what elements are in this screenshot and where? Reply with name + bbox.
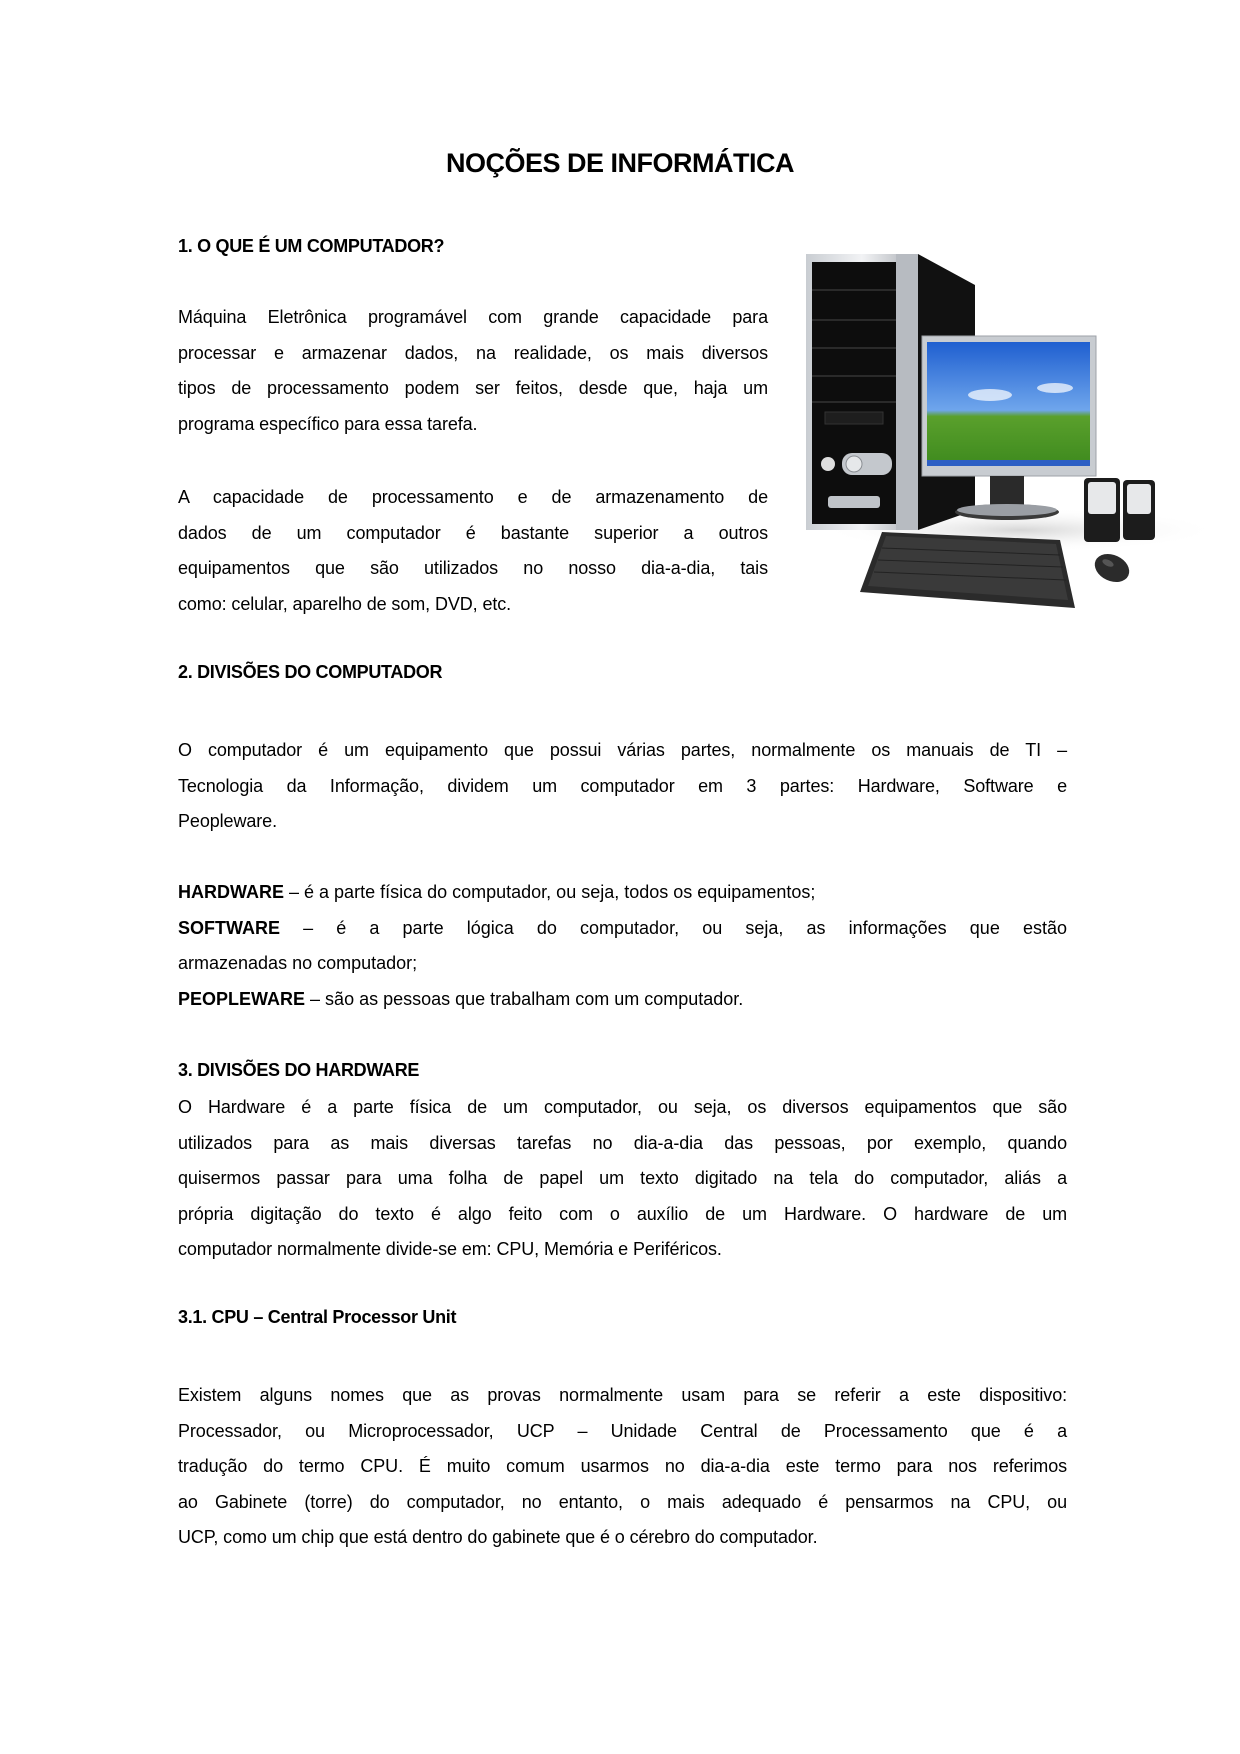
section-3-1-heading: 3.1. CPU – Central Processor Unit (178, 1307, 457, 1327)
text-line: dados de um computador é bastante superior a outros (178, 522, 768, 543)
text-line: processar e armazenar dados, na realidade, os mais diversos (178, 342, 768, 363)
section-2-paragraph (178, 733, 1067, 840)
computer-illustration (790, 240, 1210, 620)
text-line: programa específico para essa tarefa. (178, 413, 478, 434)
text-line: Existem alguns nomes que as provas normalmente usam para se referir a este dispositivo: (178, 1385, 1067, 1405)
text-line: computador normalmente divide-se em: CPU, Memória e Periféricos. (178, 1239, 722, 1259)
definition-term: PEOPLEWARE (178, 988, 306, 1009)
text-line: Peopleware. (178, 811, 277, 831)
text-line: equipamentos que são utilizados no nosso dia-a-dia, tais (178, 558, 768, 578)
definition-software-cont: armazenadas no computador; (178, 953, 418, 973)
definition-software (178, 911, 1067, 947)
definition-text: – são as pessoas que trabalham com um computador. (310, 988, 744, 1009)
section-3-1-paragraph (178, 1378, 1067, 1556)
text-line: Máquina Eletrônica programável com grande capacidade para (178, 307, 768, 327)
section-3-paragraph (178, 1090, 1067, 1268)
text-line: quisermos passar para uma folha de papel um texto digitado na tela do computador, aliás a (178, 1168, 1067, 1188)
definitions-list (178, 875, 1067, 1017)
definition-text: – é a parte física do computador, ou seja, todos os equipamentos; (289, 882, 816, 902)
text-line: própria digitação do texto é algo feito com o auxílio de um Hardware. O hardware de um (178, 1203, 1067, 1224)
text-line: ao Gabinete (torre) do computador, no entanto, o mais adequado é pensarmos na CPU, ou (178, 1491, 1067, 1512)
text-line: utilizados para as mais diversas tarefas no dia-a-dia das pessoas, por exemplo, quando (178, 1132, 1067, 1153)
section-1-paragraph-1 (178, 300, 768, 442)
definition-peopleware (178, 982, 1067, 1018)
text-line: como: celular, aparelho de som, DVD, etc. (178, 593, 512, 614)
document-title: NOÇÕES DE INFORMÁTICA (445, 148, 794, 178)
definition-text: – é a parte lógica do computador, ou seja, as informações que estão (303, 917, 1067, 938)
section-1-heading: 1. O QUE É UM COMPUTADOR? (178, 236, 445, 256)
definition-term: HARDWARE (178, 882, 284, 902)
section-3-heading: 3. DIVISÕES DO HARDWARE (178, 1060, 420, 1080)
text-line: UCP, como um chip que está dentro do gabinete que é o cérebro do computador. (178, 1527, 818, 1547)
section-1-paragraph-2 (178, 480, 768, 622)
text-line: tipos de processamento podem ser feitos, desde que, haja um (178, 378, 768, 398)
text-line: O Hardware é a parte física de um computador, ou seja, os diversos equipamentos que são (178, 1097, 1067, 1117)
text-line: tradução do termo CPU. É muito comum usarmos no dia-a-dia este termo para nos referimos (178, 1456, 1067, 1476)
text-line: O computador é um equipamento que possui várias partes, normalmente os manuais de TI – (178, 740, 1067, 760)
text-line: Processador, ou Microprocessador, UCP – Unidade Central de Processamento que é a (178, 1420, 1067, 1441)
definition-hardware (178, 875, 1067, 911)
definition-term: SOFTWARE (178, 917, 280, 938)
section-2-heading: 2. DIVISÕES DO COMPUTADOR (178, 662, 443, 682)
text-line: A capacidade de processamento e de armazenamento de (178, 487, 768, 507)
text-line: Tecnologia da Informação, dividem um computador em 3 partes: Hardware, Software e (178, 775, 1067, 796)
